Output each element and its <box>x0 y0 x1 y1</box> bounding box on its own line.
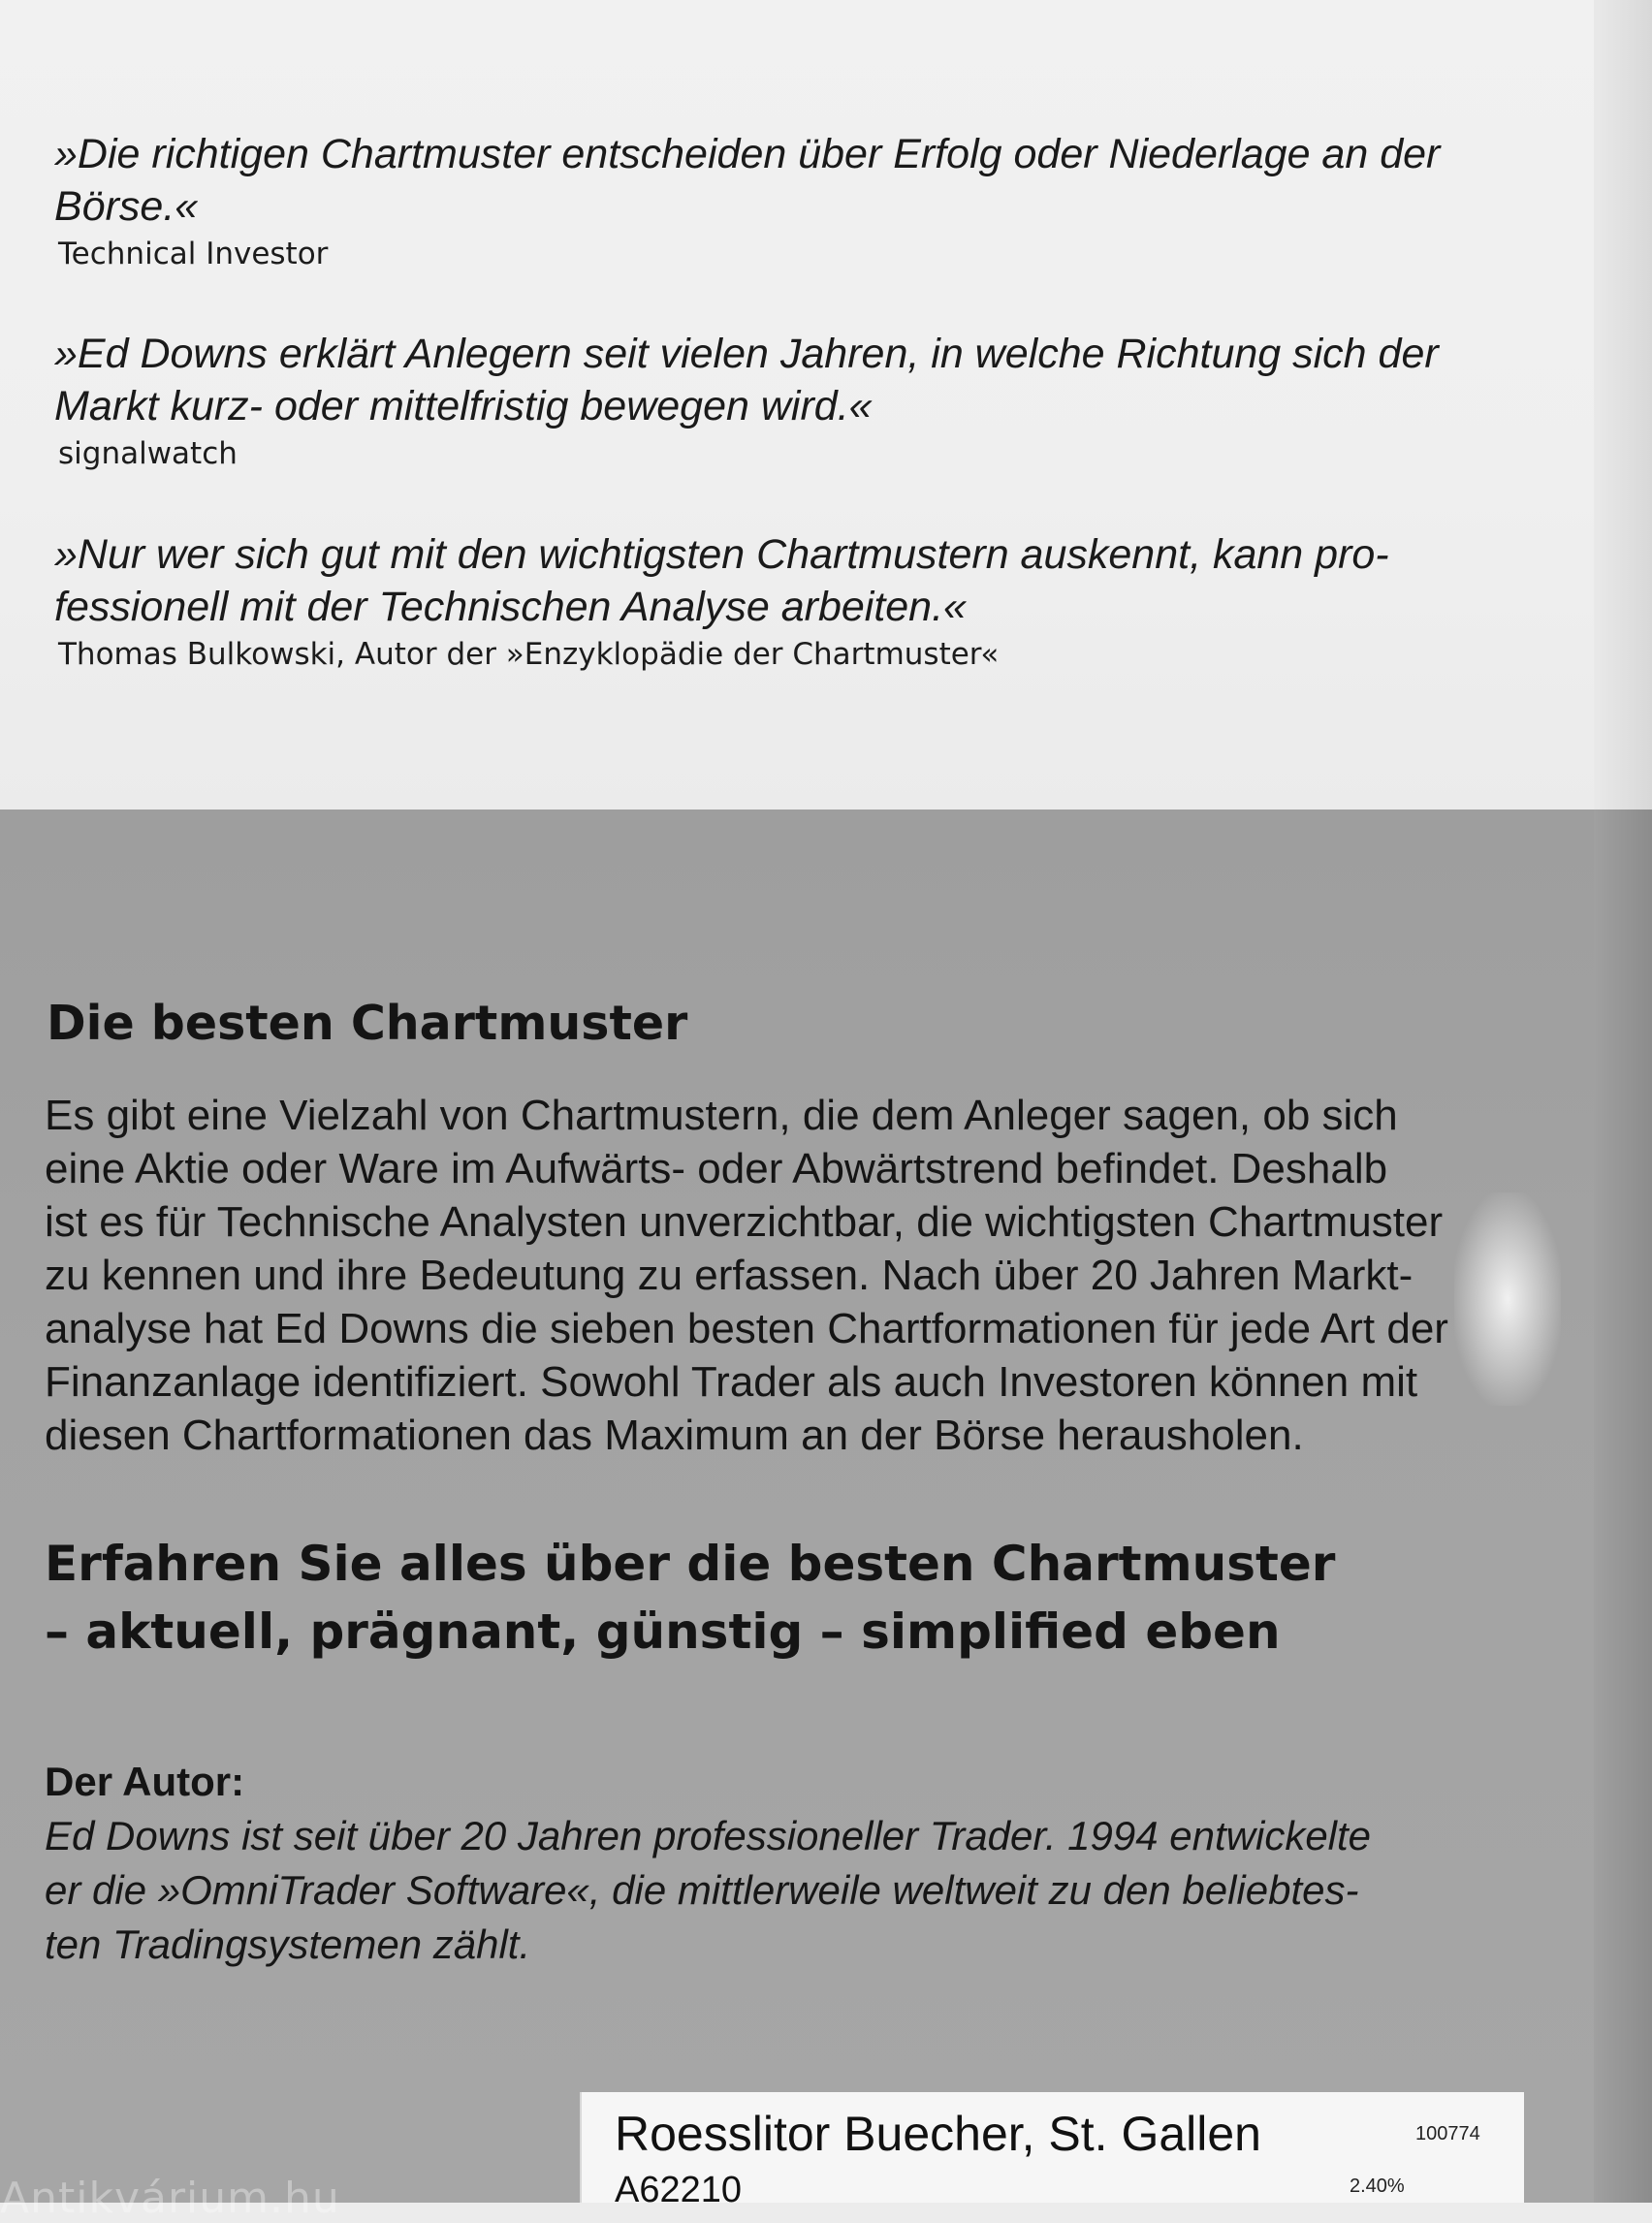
description-line: eine Aktie oder Ware im Aufwärts- oder Abwärtstrend befindet. Deshalb <box>45 1145 1388 1192</box>
author-line: er die »OmniTrader Software«, die mittlerweile weltweit zu den beliebtes- <box>45 1867 1359 1913</box>
quote-text <box>54 528 1567 633</box>
page-edge <box>1594 810 1652 2203</box>
quote-3 <box>54 528 1567 674</box>
quote-line: Markt kurz- oder mittelfristig bewegen wird.« <box>54 383 873 429</box>
quote-text <box>54 328 1567 432</box>
price-sticker <box>580 2092 1524 2210</box>
sticker-percent: 2.40% <box>1350 2175 1405 2197</box>
description-line: Es gibt eine Vielzahl von Chartmustern, die dem Anleger sagen, ob sich <box>45 1092 1398 1139</box>
sticker-store: Roesslitor Buecher, St. Gallen <box>615 2107 1261 2161</box>
quote-line: »Ed Downs erklärt Anlegern seit vielen Jahren, in welche Richtung sich der <box>54 331 1439 377</box>
quote-source: signalwatch <box>58 436 238 471</box>
author-bio <box>45 1809 1528 1972</box>
description-line: zu kennen und ihre Bedeutung zu erfassen. Nach über 20 Jahren Markt- <box>45 1252 1414 1299</box>
quote-1 <box>54 128 1567 273</box>
description-line: analyse hat Ed Downs die sieben besten Chartformationen für jede Art der <box>45 1305 1448 1352</box>
quote-line: »Die richtigen Chartmuster entscheiden über Erfolg oder Niederlage an der <box>54 131 1441 177</box>
description-line: Finanzanlage identifiziert. Sowohl Trader als auch Investoren können mit <box>45 1358 1418 1406</box>
quote-line: Börse.« <box>54 183 199 230</box>
description-line: diesen Chartformationen das Maximum an der Börse herausholen. <box>45 1412 1304 1459</box>
quotes-panel <box>0 0 1652 814</box>
author-line: ten Tradingsystemen zählt. <box>45 1921 531 1967</box>
quote-line: fessionell mit der Technischen Analyse arbeiten.« <box>54 584 967 630</box>
quote-source: Technical Investor <box>58 237 329 271</box>
section-title: Die besten Chartmuster <box>47 996 688 1051</box>
sticker-code: A62210 <box>615 2170 743 2210</box>
quote-text <box>54 128 1567 233</box>
quote-2 <box>54 328 1567 473</box>
quote-line: »Nur wer sich gut mit den wichtigsten Chartmustern auskennt, kann pro- <box>54 531 1389 578</box>
promo-heading <box>45 1530 1557 1666</box>
watermark: Antikvárium.hu <box>0 2174 340 2223</box>
quote-source: Thomas Bulkowski, Autor der »Enzyklopädie der Chartmuster« <box>58 637 1000 672</box>
promo-line: Erfahren Sie alles über die besten Chartmuster <box>45 1536 1336 1592</box>
page-edge <box>1594 0 1652 814</box>
description-text <box>45 1089 1528 1462</box>
promo-line: – aktuell, prägnant, günstig – simplified eben <box>45 1604 1281 1660</box>
description-line: ist es für Technische Analysten unverzichtbar, die wichtigsten Chartmuster <box>45 1198 1444 1246</box>
author-label: Der Autor: <box>45 1759 245 1804</box>
author-line: Ed Downs ist seit über 20 Jahren professioneller Trader. 1994 entwickelte <box>45 1813 1372 1858</box>
sticker-number: 100774 <box>1415 2123 1480 2144</box>
light-glare <box>1454 1192 1561 1406</box>
